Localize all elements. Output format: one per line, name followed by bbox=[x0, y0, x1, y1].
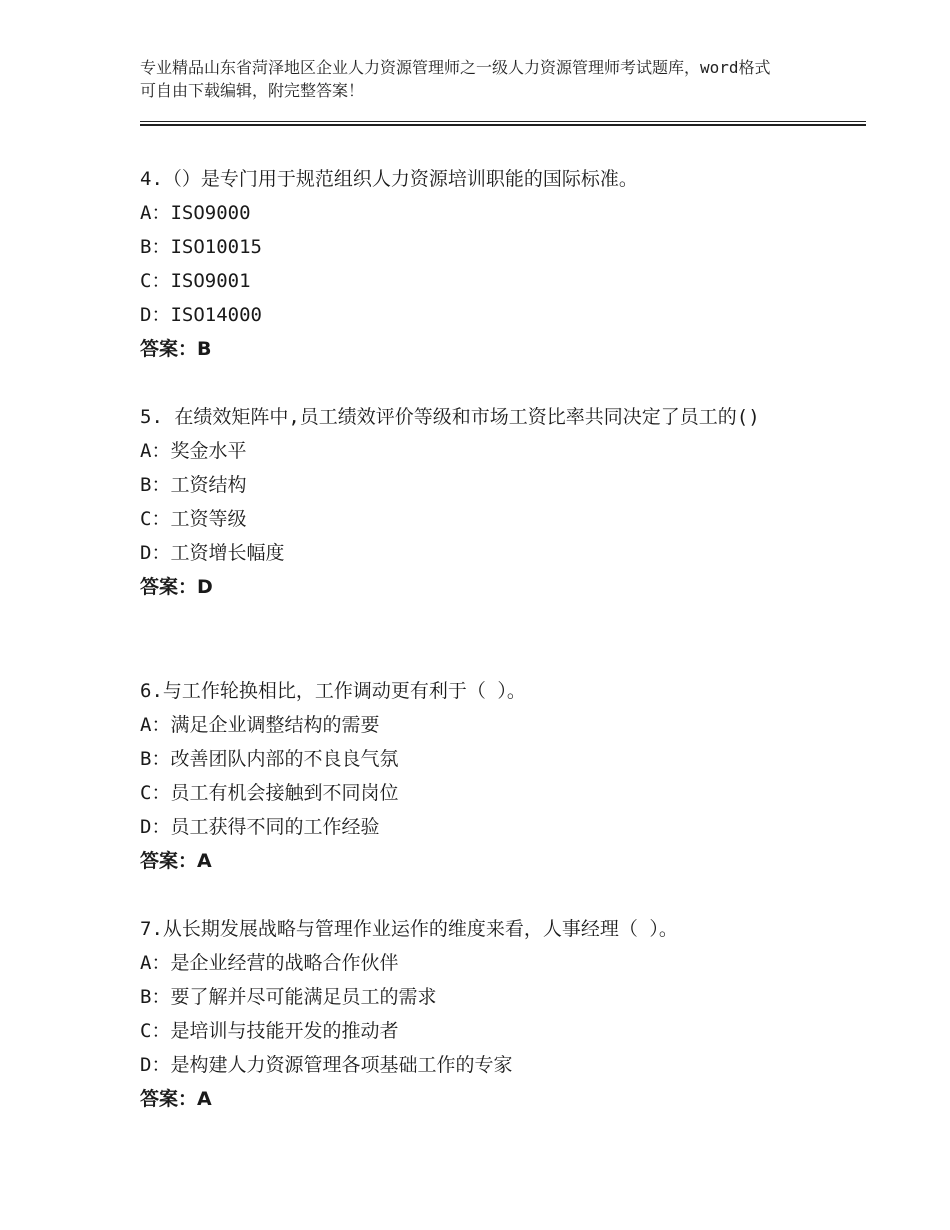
option-b: B：改善团队内部的不良良气氛 bbox=[140, 748, 399, 770]
option-d: D：ISO14000 bbox=[140, 304, 262, 326]
option-a: A：奖金水平 bbox=[140, 440, 247, 462]
question-stem: 4.（）是专门用于规范组织人力资源培训职能的国际标准。 bbox=[140, 168, 638, 190]
answer-label: 答案：A bbox=[140, 1088, 212, 1110]
option-d: D：是构建人力资源管理各项基础工作的专家 bbox=[140, 1054, 513, 1076]
answer-label: 答案：B bbox=[140, 338, 212, 360]
header-divider bbox=[140, 121, 866, 126]
question-stem: 6.与工作轮换相比，工作调动更有利于（ ）。 bbox=[140, 680, 526, 702]
option-b: B：要了解并尽可能满足员工的需求 bbox=[140, 986, 437, 1008]
option-d: D：员工获得不同的工作经验 bbox=[140, 816, 380, 838]
option-c: C：是培训与技能开发的推动者 bbox=[140, 1020, 399, 1042]
question-stem: 5. 在绩效矩阵中,员工绩效评价等级和市场工资比率共同决定了员工的() bbox=[140, 406, 760, 428]
question-6 bbox=[140, 674, 820, 878]
document-header bbox=[140, 56, 780, 102]
option-b: B：ISO10015 bbox=[140, 236, 262, 258]
answer-label: 答案：A bbox=[140, 850, 212, 872]
option-a: A：是企业经营的战略合作伙伴 bbox=[140, 952, 399, 974]
option-a: A：满足企业调整结构的需要 bbox=[140, 714, 380, 736]
option-c: C：工资等级 bbox=[140, 508, 247, 530]
answer-label: 答案：D bbox=[140, 576, 213, 598]
header-title: 专业精品山东省菏泽地区企业人力资源管理师之一级人力资源管理师考试题库，word格式可自由下载编辑，附完整答案！ bbox=[140, 58, 771, 100]
question-4 bbox=[140, 162, 820, 366]
option-d: D：工资增长幅度 bbox=[140, 542, 285, 564]
option-c: C：员工有机会接触到不同岗位 bbox=[140, 782, 399, 804]
option-b: B：工资结构 bbox=[140, 474, 247, 496]
header-divider-thick bbox=[140, 124, 866, 126]
question-5 bbox=[140, 400, 820, 604]
question-stem: 7.从长期发展战略与管理作业运作的维度来看，人事经理（ ）。 bbox=[140, 918, 678, 940]
option-a: A：ISO9000 bbox=[140, 202, 251, 224]
question-7 bbox=[140, 912, 820, 1116]
header-divider-thin bbox=[140, 121, 866, 122]
option-c: C：ISO9001 bbox=[140, 270, 251, 292]
